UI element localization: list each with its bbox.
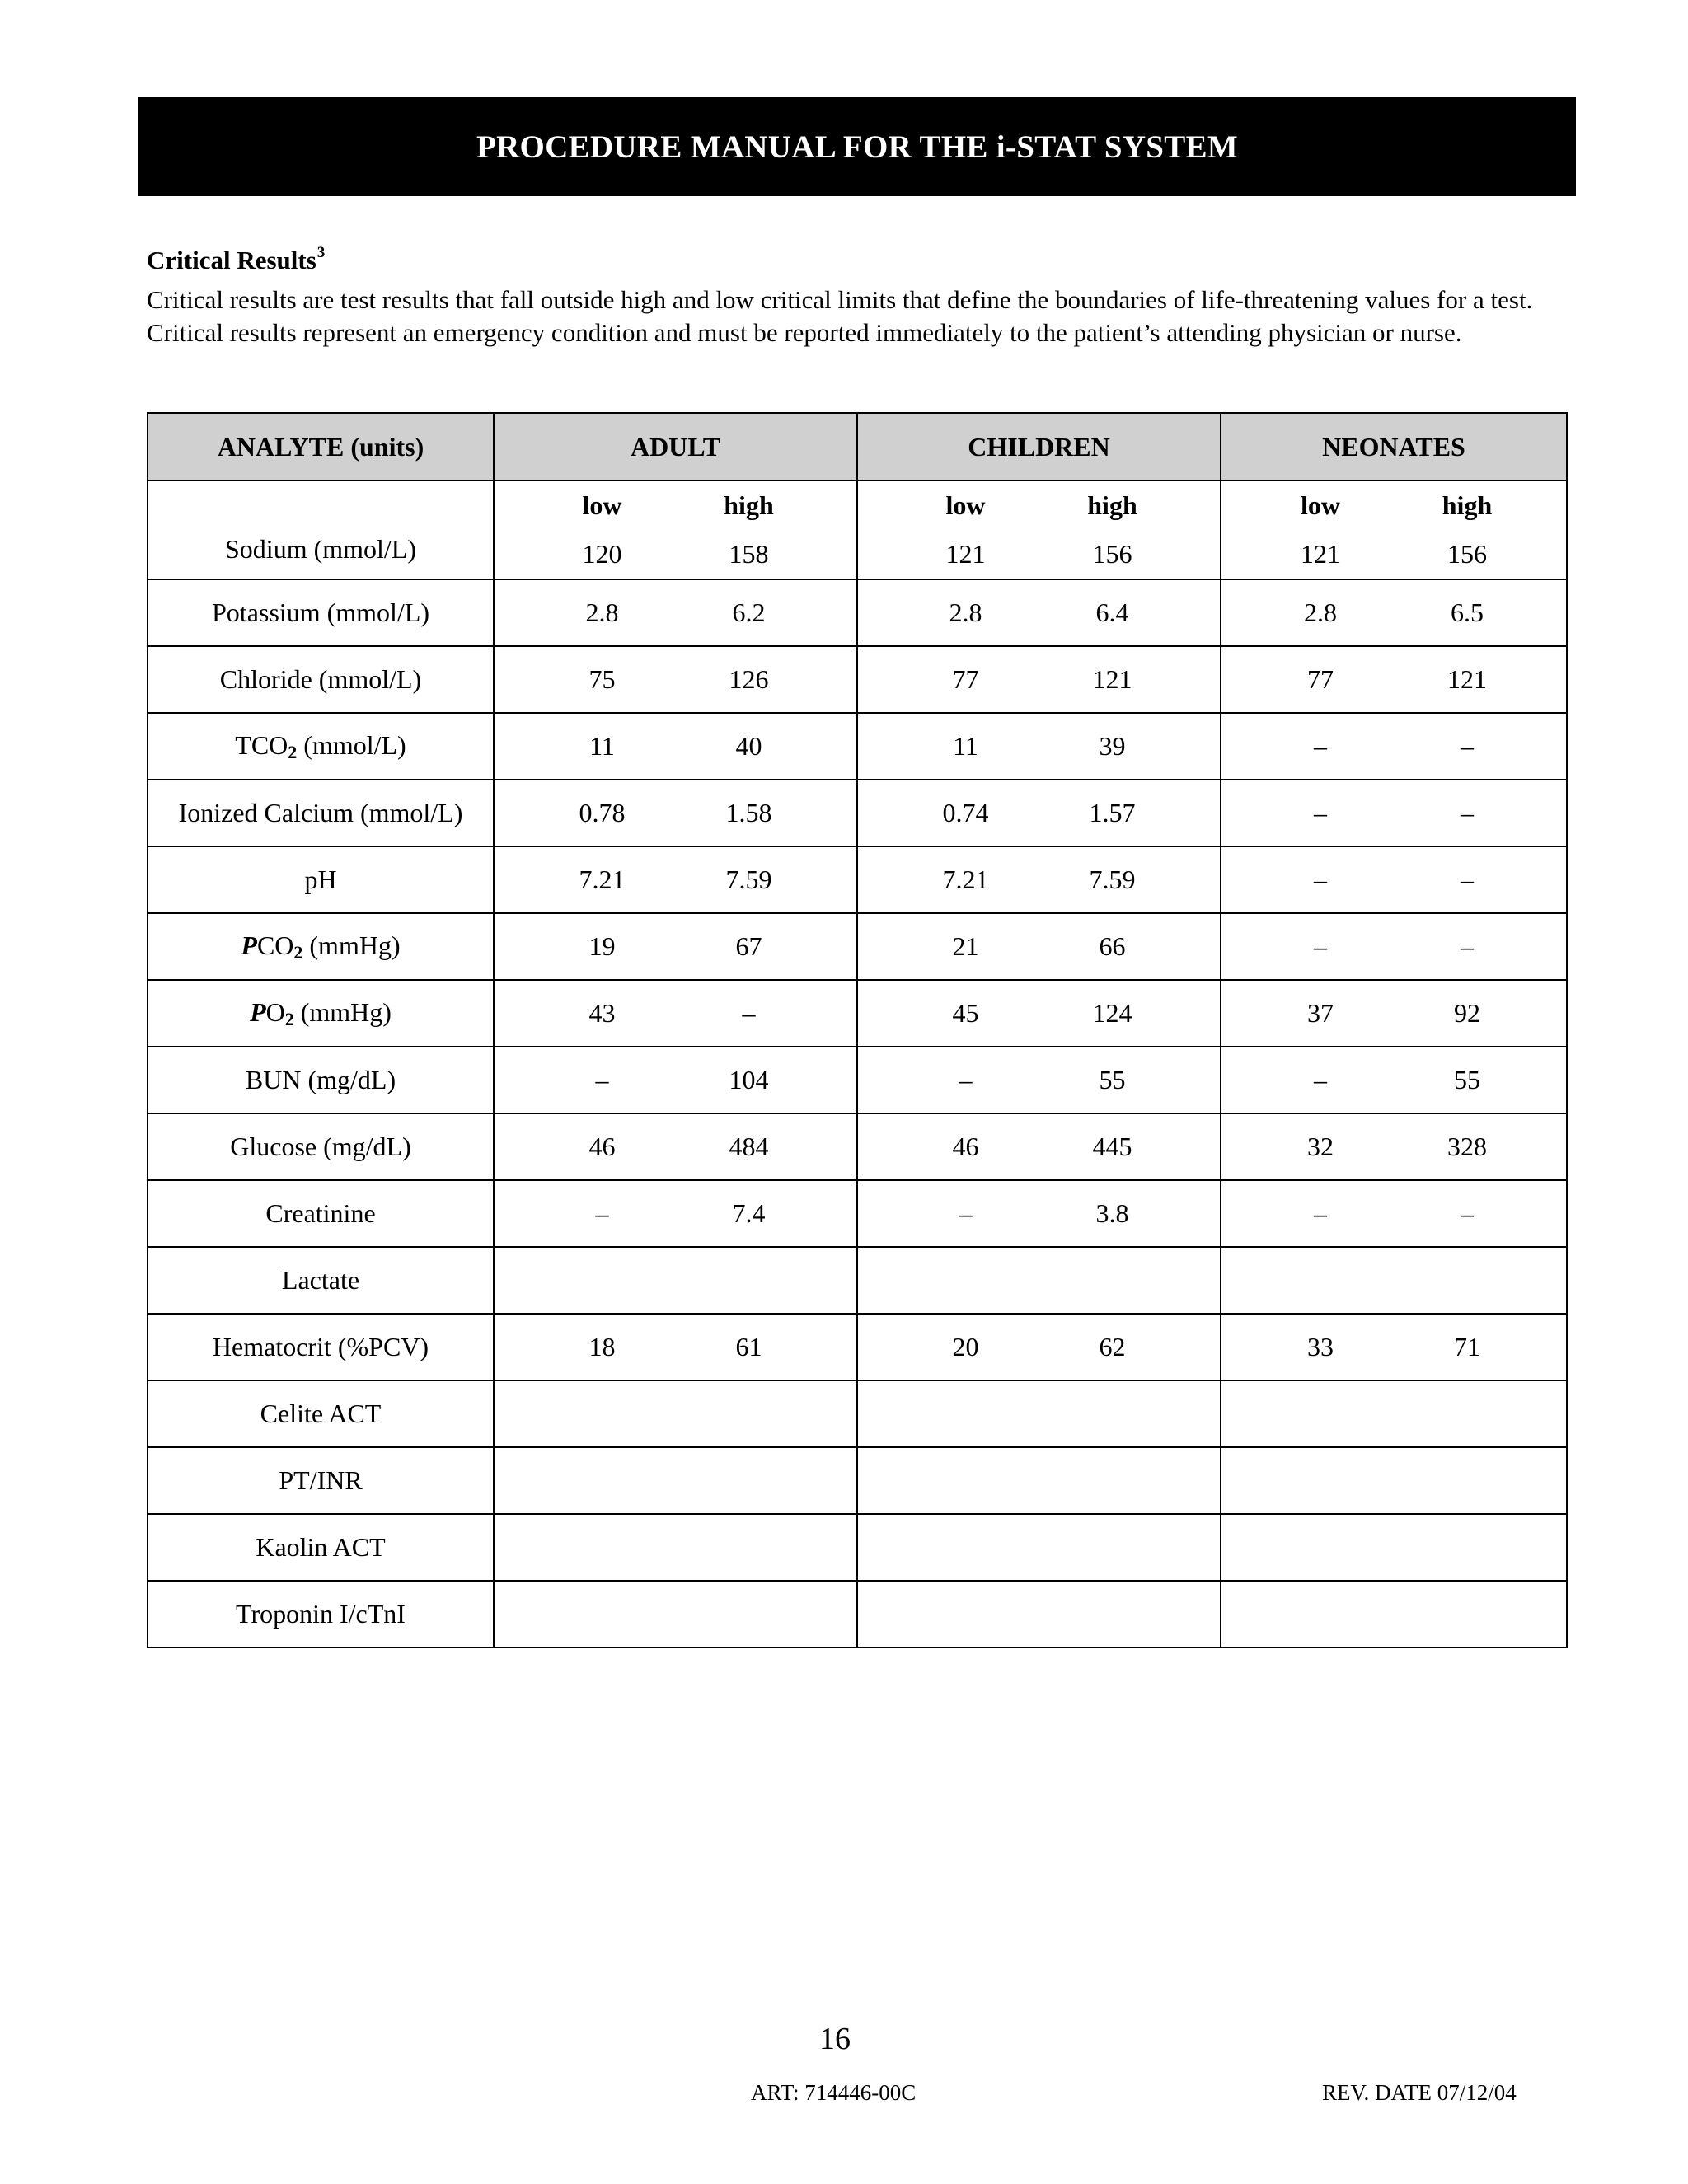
analyte-cell (148, 1581, 494, 1647)
neonates-low-value: 121 (1301, 539, 1340, 569)
children-values-cell (857, 1180, 1221, 1247)
adult-high-value: 67 (735, 931, 762, 961)
value-pair (1221, 998, 1566, 1029)
section-body: Critical results are test results that fall outside high and low critical limits that define the boundaries of life-threatening values for a test. Critical results represent an emergency condition and must be reported immediately to the patient’s attending physician or nurse. (147, 285, 1533, 347)
adult-high-value: 158 (729, 539, 769, 569)
analyte-cell (148, 1113, 494, 1180)
children-high-value: 156 (1092, 539, 1132, 569)
analyte-cell (148, 1447, 494, 1514)
adult-values-cell (494, 713, 857, 780)
value-pair (1221, 598, 1566, 628)
neonates-high-value: – (1461, 931, 1474, 961)
value-pair (495, 1332, 856, 1362)
low-high-subheader (1221, 490, 1566, 521)
children-high-value: 55 (1099, 1065, 1126, 1094)
adult-values-cell (494, 1380, 857, 1447)
children-low-value: 2.8 (949, 598, 982, 627)
adult-values-cell (494, 846, 857, 913)
adult-values-cell (494, 1180, 857, 1247)
neonates-low-value: 37 (1307, 998, 1334, 1028)
adult-low-value: 11 (589, 731, 615, 761)
neonates-high-value: 121 (1447, 664, 1487, 694)
value-pair (858, 1132, 1220, 1162)
analyte-label: PO2 (mmHg) (250, 996, 392, 1029)
analyte-label: Chloride (mmol/L) (219, 664, 422, 694)
children-values-cell (857, 646, 1221, 713)
neonates-values-cell (1221, 1247, 1567, 1314)
children-low-value: 46 (952, 1132, 979, 1161)
children-high-value: 1.57 (1089, 798, 1136, 827)
value-pair (858, 998, 1220, 1029)
neonates-low-value: – (1314, 798, 1327, 827)
high-label: high (1087, 490, 1137, 520)
value-pair (495, 931, 856, 962)
children-low-value: 45 (952, 998, 979, 1028)
analyte-label: Lactate (281, 1265, 360, 1295)
header-neonates: NEONATES (1221, 413, 1567, 480)
children-high-value: 66 (1099, 931, 1126, 961)
neonates-high-value: 156 (1447, 539, 1487, 569)
children-low-value: 21 (952, 931, 979, 961)
adult-low-value: 46 (588, 1132, 616, 1161)
value-pair (495, 664, 856, 695)
children-high-value: 7.59 (1089, 865, 1136, 894)
adult-values-cell (494, 646, 857, 713)
critical-results-table (147, 412, 1568, 1648)
value-pair (1221, 931, 1566, 962)
neonates-values-cell (1221, 913, 1567, 980)
analyte-cell (148, 1514, 494, 1581)
header-analyte: ANALYTE (units) (148, 413, 494, 480)
value-pair (495, 539, 856, 569)
neonates-low-value: 77 (1307, 664, 1334, 694)
children-high-value: 62 (1099, 1332, 1126, 1361)
table-row (148, 980, 1567, 1047)
page-header-banner (138, 97, 1576, 196)
adult-high-value: 1.58 (725, 798, 772, 827)
low-label: low (1301, 490, 1340, 520)
children-values-cell (857, 780, 1221, 846)
analyte-label: Kaolin ACT (256, 1532, 386, 1562)
high-label: high (1442, 490, 1493, 520)
analyte-label: pH (304, 865, 337, 894)
analyte-cell (148, 846, 494, 913)
analyte-cell (148, 980, 494, 1047)
adult-low-value: 75 (588, 664, 616, 694)
value-pair (858, 731, 1220, 762)
adult-values-cell (494, 1447, 857, 1514)
low-label: low (582, 490, 622, 520)
value-pair (495, 731, 856, 762)
adult-low-value: 7.21 (579, 865, 626, 894)
adult-high-value: 484 (729, 1132, 769, 1161)
table-row (148, 579, 1567, 646)
neonates-values-cell (1221, 1514, 1567, 1581)
adult-values-cell (494, 1581, 857, 1647)
children-low-value: 7.21 (942, 865, 989, 894)
children-high-value: 39 (1099, 731, 1126, 761)
analyte-label: Troponin I/cTnI (236, 1599, 406, 1629)
table-row (148, 713, 1567, 780)
adult-high-value: 104 (729, 1065, 769, 1094)
table-row (148, 1514, 1567, 1581)
table-row (148, 1581, 1567, 1647)
adult-low-value: 18 (588, 1332, 616, 1361)
neonates-high-value: – (1461, 798, 1474, 827)
children-values-cell (857, 980, 1221, 1047)
value-pair (1221, 664, 1566, 695)
children-values-cell (857, 579, 1221, 646)
header-children: CHILDREN (857, 413, 1221, 480)
analyte-label: Creatinine (265, 1198, 376, 1228)
children-values-cell (857, 480, 1221, 579)
value-pair (1221, 1132, 1566, 1162)
section-title-footnote: 3 (316, 244, 326, 261)
analyte-label: Celite ACT (260, 1399, 382, 1428)
value-pair (1221, 731, 1566, 762)
low-label: low (945, 490, 986, 520)
value-pair (495, 798, 856, 828)
page-number: 16 (819, 2022, 851, 2056)
table-row (148, 1314, 1567, 1380)
low-high-subheader (495, 490, 856, 521)
analyte-cell (148, 646, 494, 713)
value-pair (1221, 798, 1566, 828)
low-high-subheader (858, 490, 1220, 521)
table-row (148, 480, 1567, 579)
adult-low-value: 2.8 (585, 598, 619, 627)
neonates-values-cell (1221, 1047, 1567, 1113)
section-title (147, 244, 325, 275)
children-low-value: 121 (945, 539, 986, 569)
children-low-value: – (959, 1065, 973, 1094)
value-pair (858, 539, 1220, 569)
adult-low-value: 43 (588, 998, 616, 1028)
analyte-cell (148, 1380, 494, 1447)
table-row (148, 1180, 1567, 1247)
neonates-values-cell (1221, 1180, 1567, 1247)
neonates-low-value: – (1314, 1065, 1327, 1094)
table-row (148, 1447, 1567, 1514)
adult-low-value: 19 (588, 931, 616, 961)
value-pair (858, 598, 1220, 628)
analyte-cell (148, 1247, 494, 1314)
analyte-cell (148, 780, 494, 846)
neonates-high-value: 55 (1454, 1065, 1480, 1094)
value-pair (858, 1198, 1220, 1229)
neonates-high-value: 92 (1454, 998, 1480, 1028)
adult-high-value: 6.2 (732, 598, 766, 627)
neonates-values-cell (1221, 1447, 1567, 1514)
value-pair (858, 798, 1220, 828)
analyte-label: Potassium (mmol/L) (212, 598, 429, 627)
children-high-value: 6.4 (1095, 598, 1129, 627)
neonates-low-value: – (1314, 1198, 1327, 1228)
children-low-value: 0.74 (942, 798, 989, 827)
neonates-values-cell (1221, 846, 1567, 913)
adult-low-value: – (595, 1198, 609, 1228)
value-pair (495, 998, 856, 1029)
adult-high-value: 126 (729, 664, 769, 694)
analyte-label: BUN (mg/dL) (245, 1065, 396, 1094)
adult-high-value: – (742, 998, 756, 1028)
adult-values-cell (494, 480, 857, 579)
neonates-values-cell (1221, 579, 1567, 646)
header-adult: ADULT (494, 413, 857, 480)
value-pair (858, 931, 1220, 962)
children-values-cell (857, 1247, 1221, 1314)
adult-high-value: 7.4 (732, 1198, 766, 1228)
children-low-value: 77 (952, 664, 979, 694)
table-row (148, 1113, 1567, 1180)
value-pair (858, 865, 1220, 895)
children-high-value: 3.8 (1095, 1198, 1129, 1228)
neonates-values-cell (1221, 480, 1567, 579)
neonates-values-cell (1221, 1380, 1567, 1447)
neonates-values-cell (1221, 1581, 1567, 1647)
children-values-cell (857, 1314, 1221, 1380)
analyte-cell (148, 913, 494, 980)
neonates-low-value: 32 (1307, 1132, 1334, 1161)
footer-rev-date: REV. DATE 07/12/04 (1322, 2080, 1517, 2105)
adult-high-value: 7.59 (725, 865, 772, 894)
neonates-low-value: 33 (1307, 1332, 1334, 1361)
value-pair (495, 1065, 856, 1095)
value-pair (1221, 1332, 1566, 1362)
value-pair (495, 598, 856, 628)
table-header-row (148, 413, 1567, 480)
value-pair (1221, 1198, 1566, 1229)
analyte-label: Ionized Calcium (mmol/L) (178, 798, 463, 827)
value-pair (495, 865, 856, 895)
table-row (148, 780, 1567, 846)
header-title: PROCEDURE MANUAL FOR THE i-STAT SYSTEM (476, 129, 1239, 165)
children-high-value: 124 (1092, 998, 1132, 1028)
adult-low-value: – (595, 1065, 609, 1094)
neonates-low-value: – (1314, 865, 1327, 894)
children-values-cell (857, 1113, 1221, 1180)
children-values-cell (857, 1380, 1221, 1447)
adult-values-cell (494, 579, 857, 646)
adult-high-value: 40 (735, 731, 762, 761)
value-pair (495, 1132, 856, 1162)
analyte-cell (148, 1180, 494, 1247)
analyte-cell (148, 1047, 494, 1113)
children-high-value: 445 (1092, 1132, 1132, 1161)
adult-values-cell (494, 1514, 857, 1581)
children-values-cell (857, 1047, 1221, 1113)
neonates-values-cell (1221, 1113, 1567, 1180)
table-row (148, 1380, 1567, 1447)
adult-values-cell (494, 780, 857, 846)
adult-values-cell (494, 980, 857, 1047)
analyte-label: Hematocrit (%PCV) (212, 1332, 429, 1361)
children-values-cell (857, 1447, 1221, 1514)
value-pair (858, 1332, 1220, 1362)
analyte-label: TCO2 (mmol/L) (235, 729, 406, 762)
analyte-cell (148, 1314, 494, 1380)
analyte-label: Sodium (mmol/L) (225, 533, 416, 564)
table-row (148, 1047, 1567, 1113)
table-row (148, 846, 1567, 913)
neonates-high-value: 328 (1447, 1132, 1487, 1161)
children-low-value: 20 (952, 1332, 979, 1361)
adult-low-value: 0.78 (579, 798, 626, 827)
adult-high-value: 61 (735, 1332, 762, 1361)
table-row (148, 646, 1567, 713)
neonates-low-value: 2.8 (1304, 598, 1337, 627)
neonates-values-cell (1221, 646, 1567, 713)
neonates-high-value: 71 (1454, 1332, 1480, 1361)
value-pair (1221, 1065, 1566, 1095)
analyte-label: PCO2 (mmHg) (241, 930, 401, 963)
footer-art-number: ART: 714446-00C (751, 2080, 917, 2105)
children-values-cell (857, 913, 1221, 980)
analyte-label: Glucose (mg/dL) (230, 1132, 411, 1161)
neonates-high-value: 6.5 (1451, 598, 1484, 627)
analyte-cell (148, 480, 494, 579)
children-high-value: 121 (1092, 664, 1132, 694)
children-values-cell (857, 1581, 1221, 1647)
children-values-cell (857, 1514, 1221, 1581)
value-pair (495, 1198, 856, 1229)
neonates-values-cell (1221, 780, 1567, 846)
neonates-values-cell (1221, 713, 1567, 780)
neonates-low-value: – (1314, 931, 1327, 961)
adult-values-cell (494, 1247, 857, 1314)
children-values-cell (857, 713, 1221, 780)
value-pair (1221, 539, 1566, 569)
high-label: high (724, 490, 774, 520)
adult-values-cell (494, 913, 857, 980)
neonates-values-cell (1221, 1314, 1567, 1380)
adult-values-cell (494, 1314, 857, 1380)
adult-values-cell (494, 1047, 857, 1113)
value-pair (858, 664, 1220, 695)
table-row (148, 913, 1567, 980)
value-pair (858, 1065, 1220, 1095)
table-body (148, 480, 1567, 1647)
adult-low-value: 120 (582, 539, 622, 569)
section-title-text: Critical Results (147, 246, 316, 274)
analyte-label: PT/INR (279, 1465, 363, 1495)
analyte-cell (148, 579, 494, 646)
analyte-cell (148, 713, 494, 780)
value-pair (1221, 865, 1566, 895)
neonates-high-value: – (1461, 1198, 1474, 1228)
neonates-values-cell (1221, 980, 1567, 1047)
children-low-value: 11 (953, 731, 978, 761)
children-values-cell (857, 846, 1221, 913)
neonates-low-value: – (1314, 731, 1327, 761)
adult-values-cell (494, 1113, 857, 1180)
table-row (148, 1247, 1567, 1314)
children-low-value: – (959, 1198, 973, 1228)
neonates-high-value: – (1461, 865, 1474, 894)
neonates-high-value: – (1461, 731, 1474, 761)
